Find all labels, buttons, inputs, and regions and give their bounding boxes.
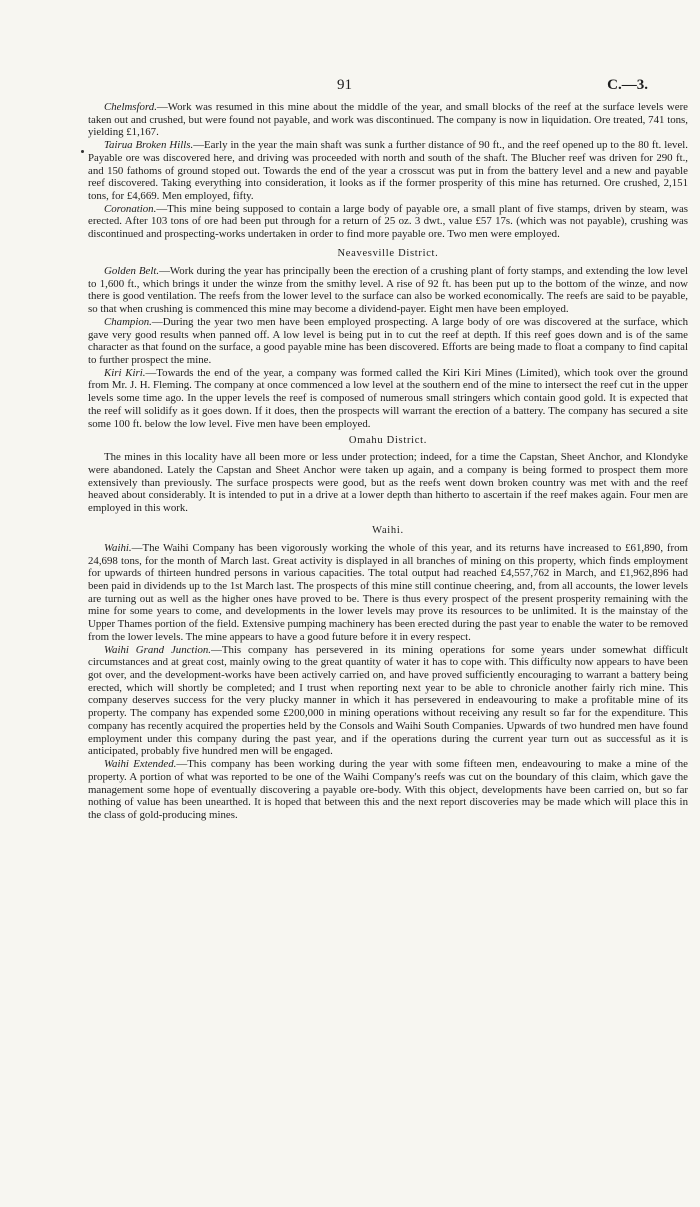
paragraph-title: Golden Belt.	[104, 264, 160, 277]
paragraph-chelmsford	[88, 101, 688, 139]
margin-mark	[81, 150, 84, 153]
paragraph-golden-belt	[88, 265, 688, 316]
paragraph-text: —Early in the year the main shaft was sunk a further distance of 90 ft., and the reef opened up to the 80 ft. level. Payable ore was discovered here, and driving was proceeded with north and south of the shaft. The Blucher reef was driven for 290 ft., and 150 fathoms of ground stoped out. Towards the end of the year a crosscut was put in from the battery level and a new and payable reef discovered. Taking everything into consideration, it looks as if the former prosperity of this mine has returned. Ore crushed, 2,151 tons, for £4,669. Men employed, fifty.	[88, 139, 688, 203]
paragraph-text: —During the year two men have been employed prospecting. A large body of ore was discovered at the surface, which gave very good results when panned off. A low level is being put in to cut the reef at depth. If this reef goes down and is of the same character as that found on the surface, a good payable mine has been discovered. Efforts are being made to float a company to find capital to further prospect the mine.	[88, 315, 688, 366]
paragraph-text: —Towards the end of the year, a company was formed called the Kiri Kiri Mines (Limited), which took over the ground from Mr. J. H. Fleming. The company at once commenced a low level at the southern end of the mine to intersect the reef cut in the upper levels some time ago. In the upper levels the reef is composed of numerous small stringers which contain good gold. It is expected that the reef will solidify as it goes down. If it does, then the prospects will warrant the erection of a battery. The company has secured a site some 100 ft. below the low level. Five men have been employed.	[88, 366, 688, 430]
paragraph-title: Waihi.	[104, 541, 132, 554]
paragraph-coronation	[88, 203, 688, 241]
section-heading-waihi: Waihi.	[372, 524, 404, 536]
paragraph-title: Chelmsford.	[104, 101, 157, 113]
paragraph-title: Kiri Kiri.	[104, 366, 146, 379]
paragraph-text: —This company has been working during the year with some fifteen men, endeavouring to make a mine of the property. A portion of what was reported to be one of the Waihi Company's reefs was cut on the boundary of this claim, which gave the management some hope of eventually discovering a payable ore-body. With this object, developments have been carried on, but so far nothing of value has been unearthed. It is hoped that between this and the next report discoveries may be made which will place this in the class of gold-producing mines.	[88, 758, 688, 821]
paragraph-title: Coronation.	[104, 202, 157, 215]
paragraph-omahu	[88, 451, 688, 515]
section-heading-omahu: Omahu District.	[348, 435, 428, 447]
paragraph-title: Champion.	[104, 315, 152, 328]
paragraph-text: —The Waihi Company has been vigorously working the whole of this year, and its returns have increased to £61,890, from 24,698 tons, for the month of March last. Great activity is displayed in all branches of mining on this property, which finds employment for upwards of thirteen hundred persons in various capacities. The total output had reached £4,557,762 in March, and £1,962,896 had been paid in dividends up to the 1st March last. The prospects of this mine still continue cheering, and, from all accounts, the lower levels are turning out as well as the higher ones have proved to be. There is thus every prospect of the present prosperity remaining with the mine for some years to come, and developments in the lower levels may prove its resources to be unlimited. It is the mainstay of the Upper Thames portion of the field. Extensive pumping machinery has been erected during the past year to enable the water to be removed from the lower levels. The mine appears to have a good future before it in every respect.	[88, 541, 688, 643]
paragraph-text: —Work during the year has principally been the erection of a crushing plant of forty stamps, and extending the low level to 1,600 ft., which brings it under the winze from the smithy level. A rise of 92 ft. has been put up to the bottom of the winze, and now there is good ventilation. The reefs from the lower level to the surface can also be worked economically. The reefs are said to be payable, so that when crushing is commenced this mine may become a dividend-payer. Eight men have been employed.	[88, 264, 688, 316]
page-number: 91	[337, 77, 352, 93]
paragraph-title: Tairua Broken Hills.	[104, 139, 194, 152]
paragraph-waihi-extended	[88, 758, 688, 822]
paragraph-title: Waihi Extended.	[104, 758, 177, 771]
paragraph-text: —This mine being supposed to contain a large body of payable ore, a small plant of five stamps, driven by steam, was erected. After 103 tons of ore had been put through for a return of 25 oz. 3 dwt., value £57 17s. (which was not payable), crushing was discontinued and prospecting-works undertaken in order to find more payable ore. Two men were employed.	[88, 202, 688, 241]
report-body	[88, 101, 688, 822]
document-reference: C.—3.	[607, 77, 648, 93]
paragraph-waihi-grand-junction	[88, 644, 688, 758]
paragraph-text: The mines in this locality have all been more or less under protection; indeed, for a time the Capstan, Sheet Anchor, and Klondyke were abandoned. Lately the Capstan and Sheet Anchor were taken up again, and a company is being formed to prospect them more extensively than previously. The surface prospects were good, but as the reefs went down broken country was met with and the reef heaved about considerably. It is intended to put in a drive at a lower depth than hitherto to ascertain if the reef makes again. Four men are employed in this work.	[88, 451, 688, 515]
paragraph-tairua-broken-hills	[88, 139, 688, 203]
paragraph-champion	[88, 316, 688, 367]
section-heading-neavesville: Neavesville District.	[337, 247, 439, 259]
paragraph-text: —Work was resumed in this mine about the middle of the year, and small blocks of the reef at the surface levels were taken out and crushed, but were found not payable, and work was discontinued. The company is now in liquidation. Ore treated, 741 tons, yielding £1,167.	[88, 101, 688, 139]
paragraph-kiri-kiri	[88, 367, 688, 431]
paragraph-title: Waihi Grand Junction.	[104, 643, 212, 656]
paragraph-text: —This company has persevered in its mining operations for some years under somewhat difficult circumstances and at great cost, mainly owing to the great quantity of water it has to cope with. This difficulty now appears to have been got over, and the development-works have been actively carried on, and have proved sufficiently encouraging to warrant a battery being erected, which will shortly be completed; and I trust when reporting next year to be able to chronicle another fairly rich mine. This company deserves success for the very plucky manner in which it has persevered in endeavouring to make a profitable mine of its property. The company has expended some £200,000 in mining operations without receiving any result so far for the expenditure. This company has recently acquired the properties held by the Consols and Waihi South Companies. Upwards of two hundred men have found employment under this company during the past year, and if the operations during the current year turn out as successful as it is anticipated, probably five hundred men will be engaged.	[88, 643, 688, 758]
paragraph-waihi	[88, 542, 688, 644]
